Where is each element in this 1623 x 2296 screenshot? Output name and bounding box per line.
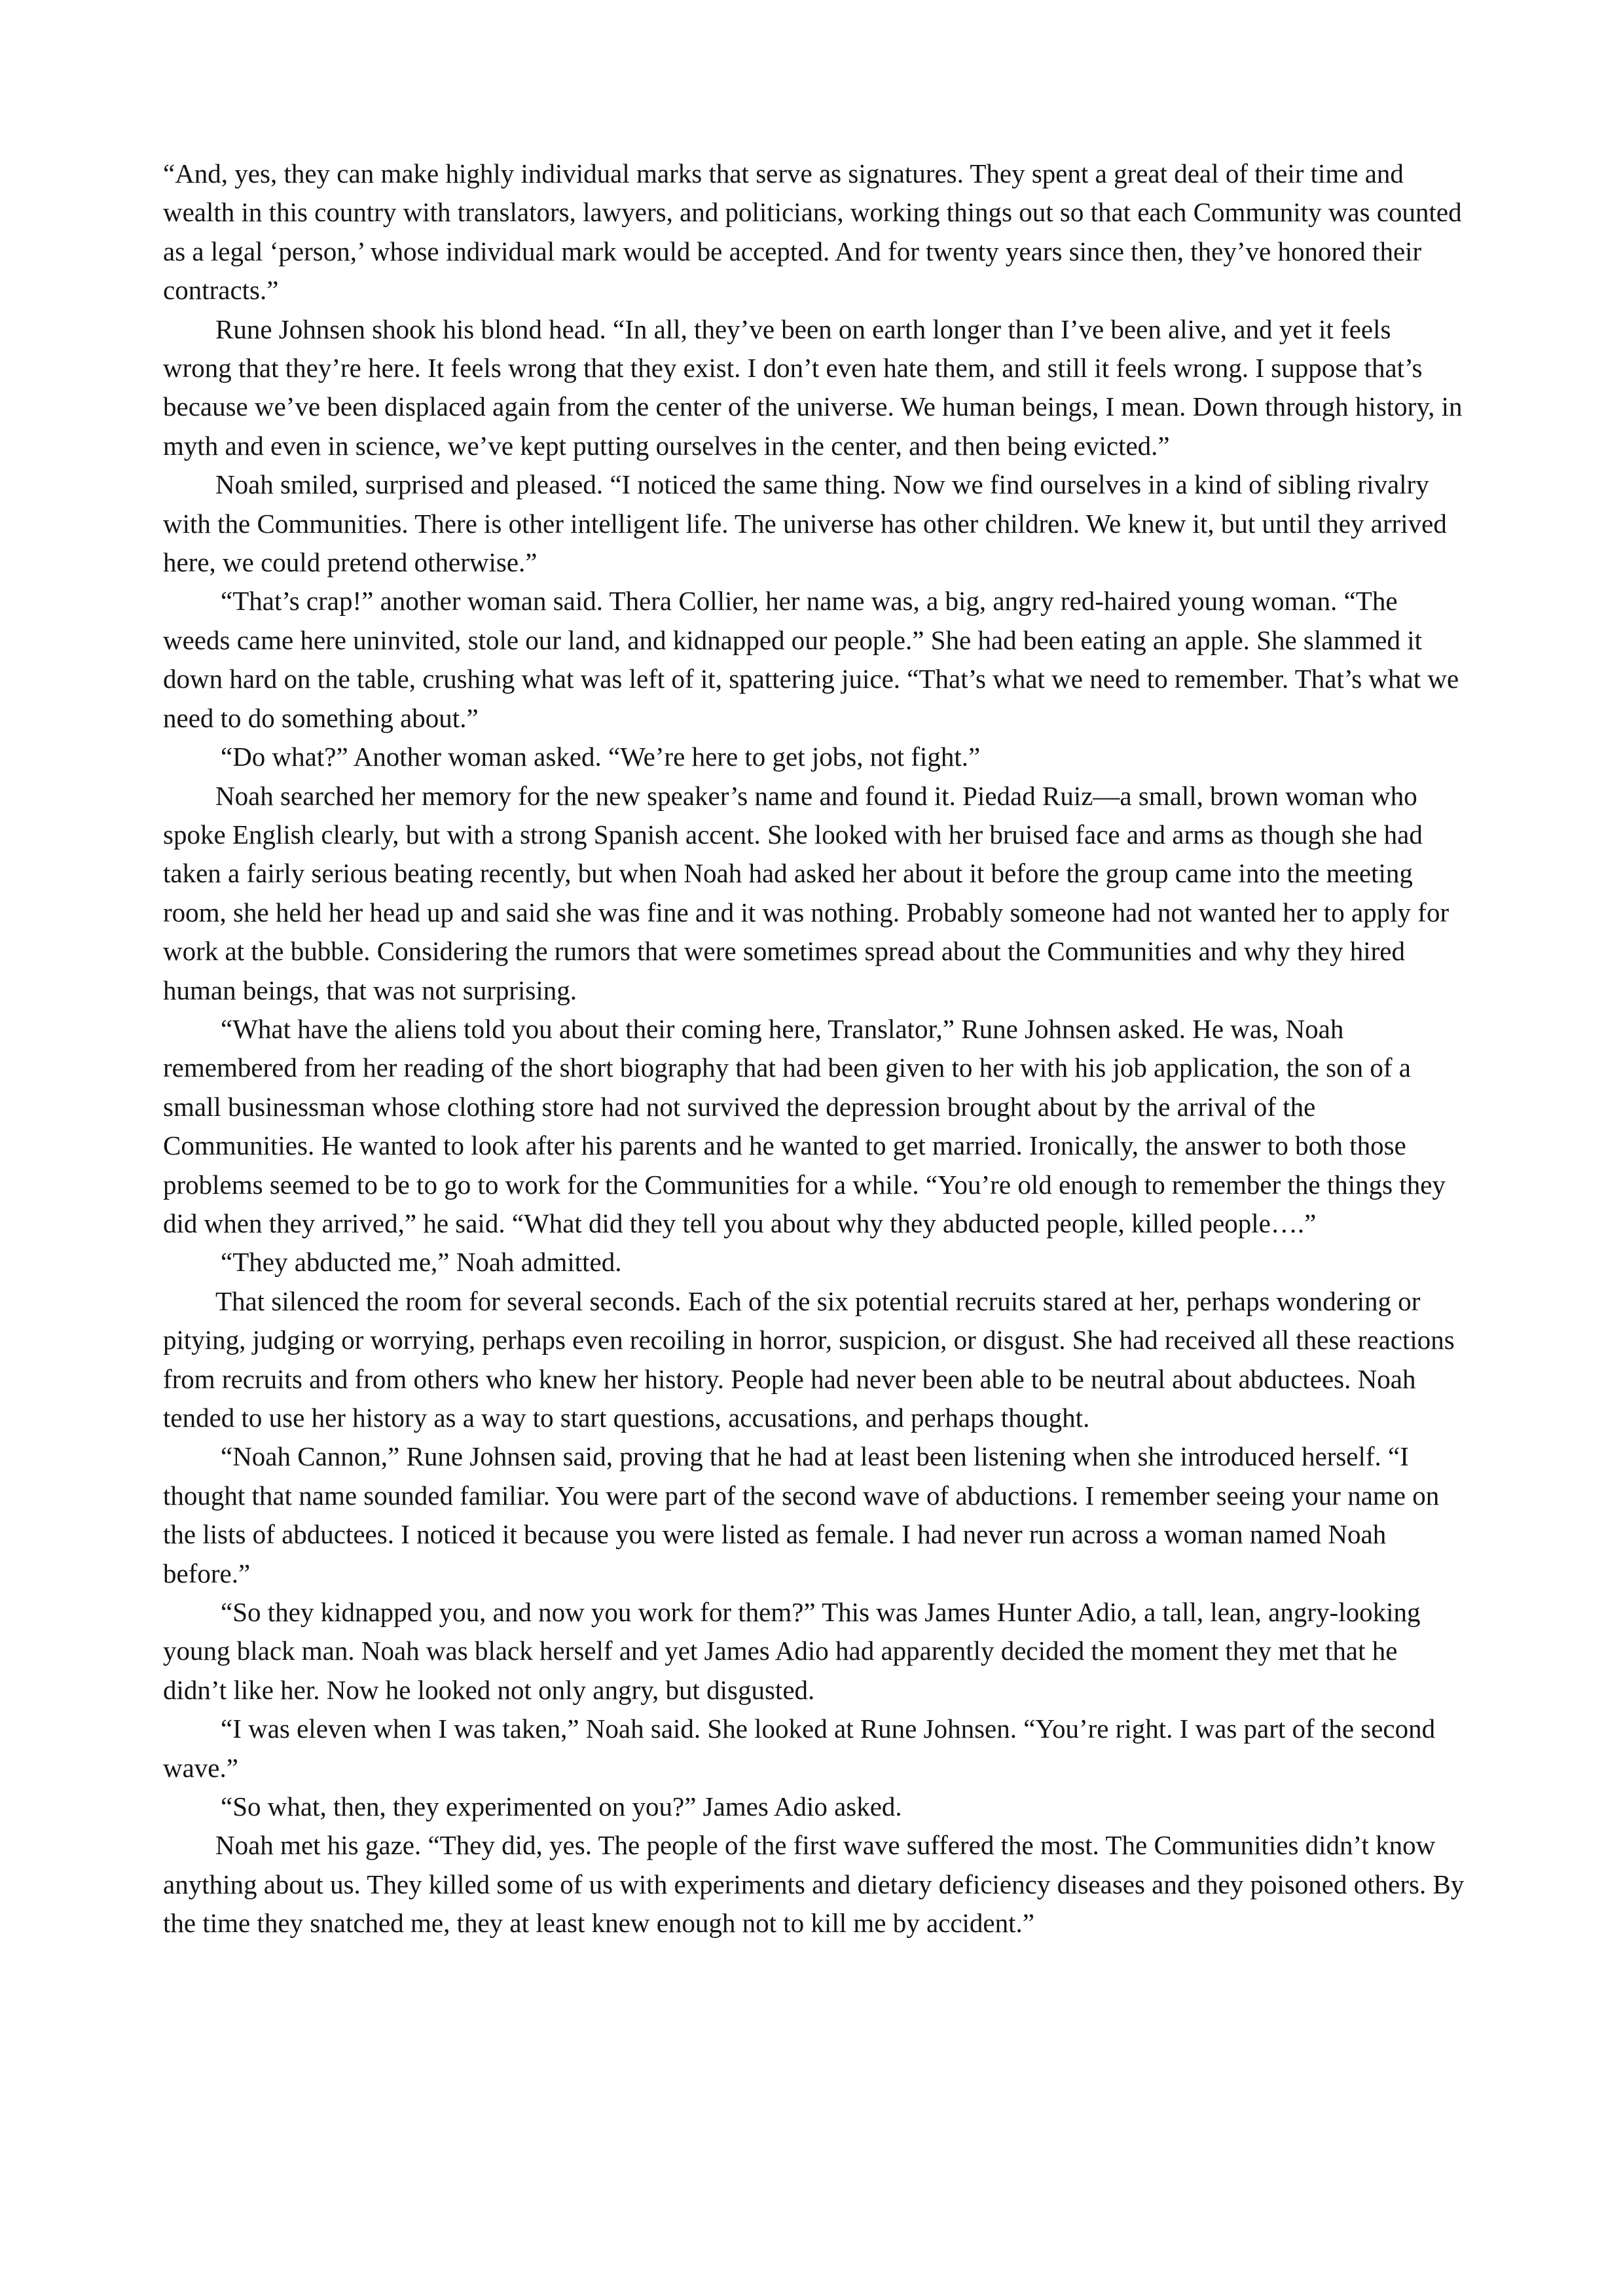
paragraph: Rune Johnsen shook his blond head. “In all, they’ve been on earth longer than I’ve been alive, and yet it feels wrong that they’re here. It feels wrong that they exist. I don’t even hate them, and still it feels wrong. I suppose that’s because we’ve been displaced again from the center of the universe. We human beings, I mean. Down through history, in myth and even in science, we’ve kept putting ourselves in the center, and then being evicted.” (163, 314, 1463, 461)
paragraph: “I was eleven when I was taken,” Noah said. She looked at Rune Johnsen. “You’re right. I was part of the second wave.” (163, 1713, 1436, 1783)
paragraph: That silenced the room for several seconds. Each of the six potential recruits stared at her, perhaps wondering or pitying, judging or worrying, perhaps even recoiling in horror, suspicion, or disgust. She had received all these reactions from recruits and from others who knew her history. People had never been able to be neutral about abductees. Noah tended to use her history as a way to start questions, accusations, and perhaps thought. (163, 1285, 1455, 1433)
paragraph: “That’s crap!” another woman said. Thera Collier, her name was, a big, angry red-haired young woman. “The weeds came here uninvited, stole our land, and kidnapped our people.” She had been eating an apple. She slammed it down hard on the table, crushing what was left of it, spattering juice. “That’s what we need to remember. That’s what we need to do something about.” (163, 586, 1459, 733)
paragraph: “So what, then, they experimented on you?” James Adio asked. (221, 1791, 902, 1822)
paragraph: “Noah Cannon,” Rune Johnsen said, proving that he had at least been listening when she introduced herself. “I thought that name sounded familiar. You were part of the second wave of abductions. I remember seeing your name on the lists of abductees. I noticed it because you were listed as female. I had never run across a woman named Noah before.” (163, 1441, 1440, 1588)
paragraph: Noah searched her memory for the new speaker’s name and found it. Piedad Ruiz—a small, brown woman who spoke English clearly, but with a strong Spanish accent. She looked with her bruised face and arms as though she had taken a fairly serious beating recently, but when Noah had asked her about it before the group came into the meeting room, she held her head up and said she was fine and it was nothing. Probably someone had not wanted her to apply for work at the bubble. Considering the rumors that were sometimes spread about the Communities and why they hired human beings, that was not surprising. (163, 780, 1450, 1005)
paragraph: “And, yes, they can make highly individual marks that serve as signatures. They spent a great deal of their time and wealth in this country with translators, lawyers, and politicians, working things out so that each Community was counted as a legal ‘person,’ whose individual mark would be accepted. And for twenty years since then, they’ve honored their contracts.” (163, 158, 1462, 306)
page-body (163, 154, 1466, 1943)
paragraph: “They abducted me,” Noah admitted. (221, 1247, 622, 1278)
paragraph: “Do what?” Another woman asked. “We’re here to get jobs, not fight.” (221, 742, 981, 772)
paragraph: Noah smiled, surprised and pleased. “I noticed the same thing. Now we find ourselves in a kind of sibling rivalry with the Communities. There is other intelligent life. The universe has other children. We knew it, but until they arrived here, we could pretend otherwise.” (163, 469, 1447, 578)
paragraph: Noah met his gaze. “They did, yes. The people of the first wave suffered the most. The Communities didn’t know anything about us. They killed some of us with experiments and dietary deficiency diseases and they poisoned others. By the time they snatched me, they at least knew enough not to kill me by accident.” (163, 1830, 1465, 1939)
paragraph: “What have the aliens told you about their coming here, Translator,” Rune Johnsen asked. He was, Noah remembered from her reading of the short biography that had been given to her with his job application, the son of a small businessman whose clothing store had not survived the depression brought about by the arrival of the Communities. He wanted to look after his parents and he wanted to get married. Ironically, the answer to both those problems seemed to be to go to work for the Communities for a while. “You’re old enough to remember the things they did when they arrived,” he said. “What did they tell you about why they abducted people, killed people….” (163, 1013, 1446, 1238)
paragraph: “So they kidnapped you, and now you work for them?” This was James Hunter Adio, a tall, lean, angry-looking young black man. Noah was black herself and yet James Adio had apparently decided the moment they met that he didn’t like her. Now he looked not only angry, but disgusted. (163, 1597, 1421, 1705)
